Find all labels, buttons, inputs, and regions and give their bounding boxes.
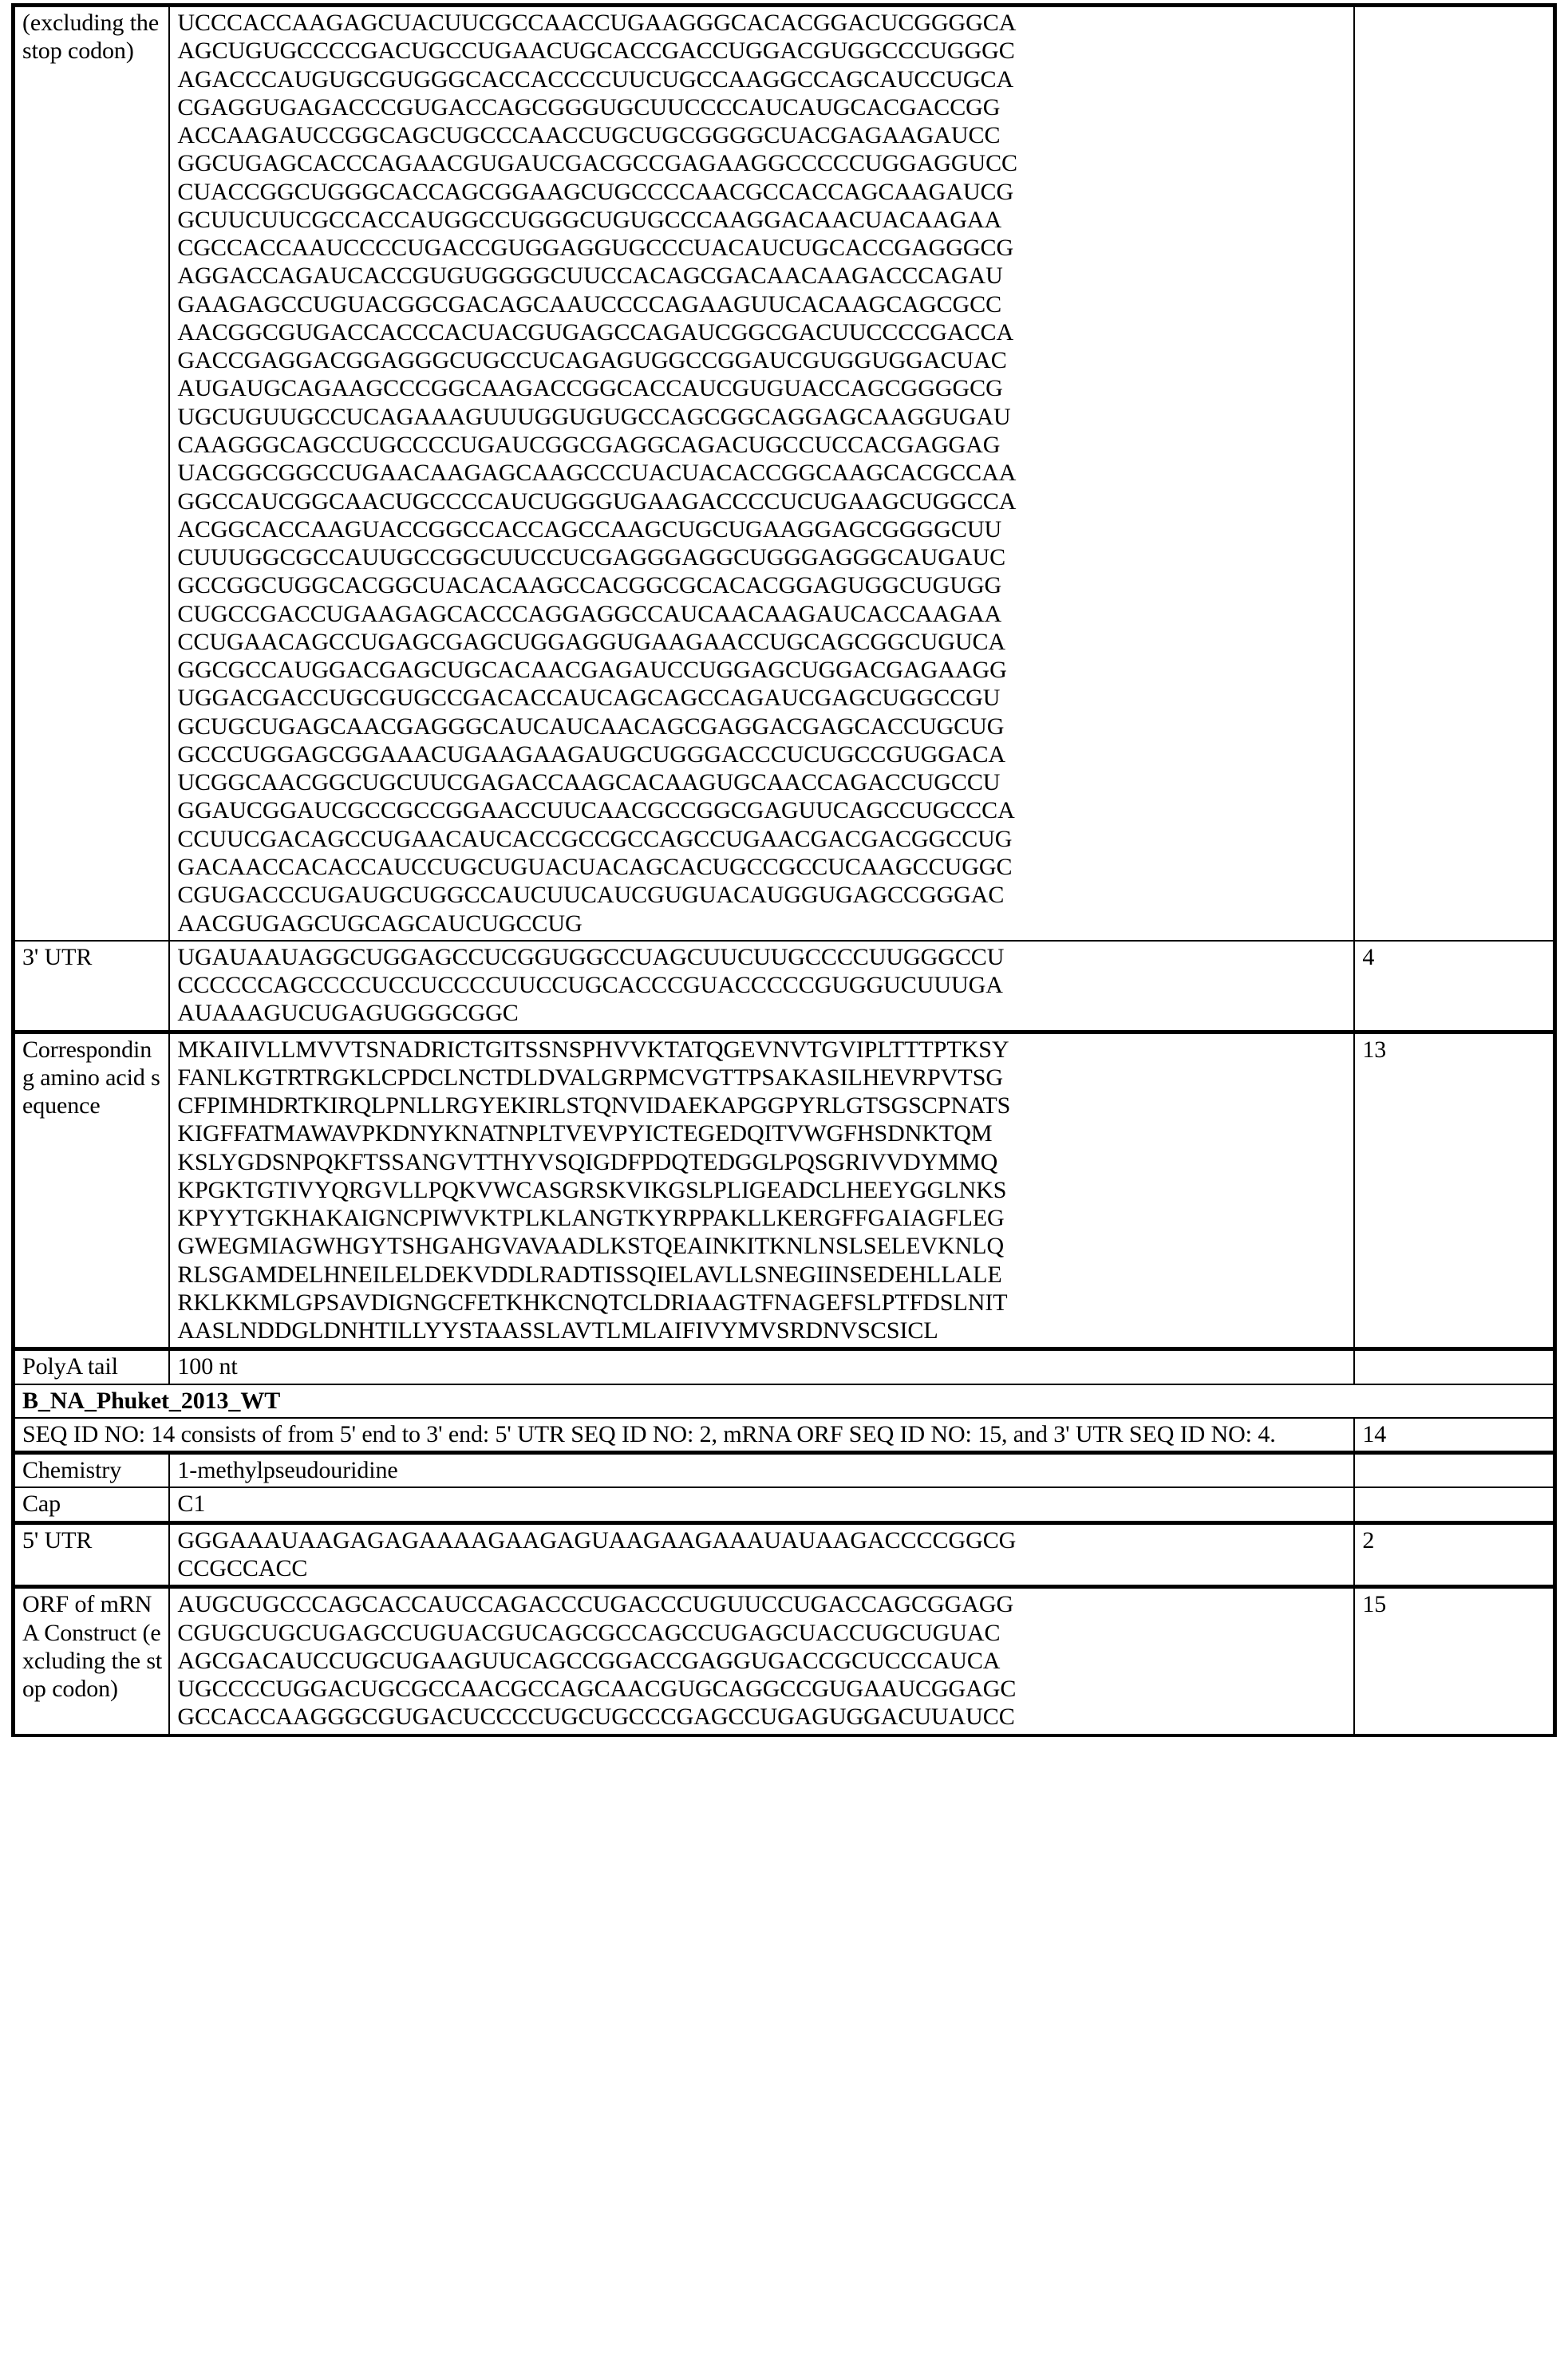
sequence-line: GGCUGAGCACCCAGAACGUGAUCGACGCCGAGAAGGCCCCCUGGAGGUCC xyxy=(177,150,1018,177)
row-label-polya: PolyA tail xyxy=(14,1349,170,1384)
row-seqno-orf-construct: 15 xyxy=(1354,1587,1554,1735)
row-label-utr5: 5' UTR xyxy=(14,1522,170,1587)
sequence-line: GACAACCACACCAUCCUGCUGUACUACAGCACUGCCGCCUCAAGCCUGGC xyxy=(177,853,1013,880)
sequence-line: FANLKGTRTRGKLCPDCLNCTDLDVALGRPMCVGTTPSAKASILHEVRPVTSG xyxy=(177,1064,1003,1091)
sequence-line: C1 xyxy=(177,1490,206,1518)
row-sequence-amino-acid xyxy=(169,1032,1354,1349)
row-seqno-seqid14-summary: 14 xyxy=(1354,1418,1554,1453)
sequence-line: AACGGCGUGACCACCCACUACGUGAGCCAGAUCGGCGACUUCCCCGACCA xyxy=(177,318,1014,345)
sequence-line: AUGCUGCCCAGCACCAUCCAGACCCUGACCCUGUUCCUGACCAGCGGAGG xyxy=(177,1591,1014,1618)
sequence-line: GACCGAGGACGGAGGGCUGCCUCAGAGUGGCCGGAUCGUGGUGGACUAC xyxy=(177,347,1007,374)
sequence-line: AGCGACAUCCUGCUGAAGUUCAGCCGGACCGAGGUGACCGCUCCCAUCA xyxy=(177,1647,1001,1674)
row-sequence-orf-construct xyxy=(169,1587,1354,1735)
sequence-line: ACGGCACCAAGUACCGGCCACCAGCCAAGCUGCUGAAGGAGCGGGGCUU xyxy=(177,515,1002,543)
row-seqno-amino-acid: 13 xyxy=(1354,1032,1554,1349)
row-seqno-polya xyxy=(1354,1349,1554,1384)
sequence-line: GAAGAGCCUGUACGGCGACAGCAAUCCCCAGAAGUUCACAAGCAGCGCC xyxy=(177,290,1002,318)
sequence-line: GCCACCAAGGGCGUGACUCCCCUGCUGCCCGAGCCUGAGUGGACUUAUCC xyxy=(177,1704,1015,1731)
sequence-line: AUAAAGUCUGAGUGGGCGGC xyxy=(177,1000,519,1027)
sequence-line: GCUUCUUCGCCACCAUGGCCUGGGCUGUGCCCAAGGACAACUACAAGAA xyxy=(177,206,1002,233)
table-row xyxy=(14,1453,1555,1488)
sequence-line: UACGGCGGCCUGAACAAGAGCAAGCCCUACUACACCGGCAAGCACGCCAA xyxy=(177,460,1017,487)
sequence-line: GCUGCUGAGCAACGAGGGCAUCAUCAACAGCGAGGACGAGCACCUGCUG xyxy=(177,713,1005,740)
sequence-line: KSLYGDSNPQKFTSSANGVTTHYVSQIGDFPDQTEDGGLPQSGRIVVDYMMQ xyxy=(177,1148,998,1175)
sequence-line: UCGGCAACGGCUGCUUCGAGACCAAGCACAAGUGCAACCAGACCUGCCU xyxy=(177,769,1001,796)
sequence-line: CCUGAACAGCCUGAGCGAGCUGGAGGUGAAGAACCUGCAGCGGCUGUCA xyxy=(177,628,1006,655)
sequence-line: CGAGGUGAGACCCGUGACCAGCGGGUGCUUCCCCAUCAUGCACGACCGG xyxy=(177,93,1001,120)
sequence-line: CGUGCUGCUGAGCCUGUACGUCAGCGCCAGCCUGAGCUACCUGCUGUAC xyxy=(177,1619,1001,1646)
sequence-table-body xyxy=(14,6,1555,1735)
sequence-line: CUACCGGCUGGGCACCAGCGGAAGCUGCCCCAACGCCACCAGCAAGAUCG xyxy=(177,178,1014,205)
table-row xyxy=(14,1349,1555,1384)
row-label-cap: Cap xyxy=(14,1487,170,1522)
sequence-line: CUGCCGACCUGAAGAGCACCCAGGAGGCCAUCAACAAGAUCACCAAGAA xyxy=(177,600,1002,627)
row-text-seqid14-summary: SEQ ID NO: 14 consists of from 5' end to 3' end: 5' UTR SEQ ID NO: 2, mRNA ORF SEQ ID NO: 15, and 3' UTR SEQ ID NO: 4. xyxy=(14,1418,1355,1453)
row-value-cap xyxy=(169,1487,1354,1522)
sequence-line: CCGCCACC xyxy=(177,1555,308,1581)
row-seqno-orf-continued xyxy=(1354,6,1554,941)
sequence-line: UGAUAAUAGGCUGGAGCCUCGGUGGCCUAGCUUCUUGCCCCUUGGGCCU xyxy=(177,943,1005,970)
sequence-line: AGCUGUGCCCCGACUGCCUGAACUGCACCGACCUGGACGUGGCCCUGGGC xyxy=(177,38,1015,65)
table-row xyxy=(14,1587,1555,1735)
sequence-line: KIGFFATMAWAVPKDNYKNATNPLTVEVPYICTEGEDQITVWGFHSDNKTQM xyxy=(177,1120,993,1147)
sequence-line: CGUGACCCUGAUGCUGGCCAUCUUCAUCGUGUACAUGGUGAGCCGGGAC xyxy=(177,882,1005,909)
row-label-utr3: 3' UTR xyxy=(14,941,170,1032)
sequence-line: AACGUGAGCUGCAGCAUCUGCCUG xyxy=(177,910,583,937)
sequence-line: RLSGAMDELHNEILELDEKVDDLRADTISSQIELAVLLSNEGIINSEDEHLLALE xyxy=(177,1261,1002,1288)
table-row xyxy=(14,1487,1555,1522)
sequence-line: AGGACCAGAUCACCGUGUGGGGCUUCCACAGCGACAACAAGACCCAGAU xyxy=(177,263,1003,290)
row-sequence-orf-continued xyxy=(169,6,1354,941)
sequence-line: 100 nt xyxy=(177,1353,238,1380)
row-seqno-utr5: 2 xyxy=(1354,1522,1554,1587)
sequence-line: CFPIMHDRTKIRQLPNLLRGYEKIRLSTQNVIDAEKAPGGPYRLGTSGSCPNATS xyxy=(177,1092,1011,1119)
table-row xyxy=(14,1032,1555,1349)
sequence-line: CAAGGGCAGCCUGCCCCUGAUCGGCGAGGCAGACUGCCUCCACGAGGAG xyxy=(177,431,1001,458)
row-value-chemistry xyxy=(169,1453,1354,1488)
row-label-orf-continued: (excluding the stop codon) xyxy=(14,6,170,941)
sequence-line: CCCCCCAGCCCCUCCUCCCCUUCCUGCACCCGUACCCCCGUGGUCUUUGA xyxy=(177,972,1003,999)
sequence-line: AUGAUGCAGAAGCCCGGCAAGACCGGCACCAUCGUGUACCAGCGGGGCG xyxy=(177,375,1003,402)
sequence-line: GCCCUGGAGCGGAAACUGAAGAAGAUGCUGGGACCCUCUGCCGUGGACA xyxy=(177,740,1006,768)
table-row xyxy=(14,1418,1555,1453)
sequence-line: GGCGCCAUGGACGAGCUGCACAACGAGAUCCUGGAGCUGGACGAGAAGG xyxy=(177,657,1007,684)
sequence-line: GCCGGCUGGCACGGCUACACAAGCCACGGCGCACACGGAGUGGCUGUGG xyxy=(177,572,1002,599)
table-row-group-header xyxy=(14,1384,1555,1418)
sequence-line: CGCCACCAAUCCCCUGACCGUGGAGGUGCCCUACAUCUGCACCGAGGGCG xyxy=(177,235,1014,262)
group-header-title: B_NA_Phuket_2013_WT xyxy=(14,1384,1555,1418)
sequence-line: KPYYTGKHAKAIGNCPIWVKTPLKLANGTKYRPPAKLLKERGFFGAIAGFLEG xyxy=(177,1205,1005,1232)
sequence-line: UGCUGUUGCCUCAGAAAGUUUGGUGUGCCAGCGGCAGGAGCAAGGUGAU xyxy=(177,403,1011,430)
row-sequence-utr5 xyxy=(169,1522,1354,1587)
row-label-orf-construct: ORF of mRNA Construct (excluding the stop codon) xyxy=(14,1587,170,1735)
sequence-line: UCCCACCAAGAGCUACUUCGCCAACCUGAAGGGCACACGGACUCGGGGCA xyxy=(177,10,1017,36)
sequence-line: ACCAAGAUCCGGCAGCUGCCCAACCUGCUGCGGGGCUACGAGAAGAUCC xyxy=(177,122,1001,149)
sequence-line: UGGACGACCUGCGUGCCGACACCAUCAGCAGCCAGAUCGAGCUGGCCGU xyxy=(177,685,1001,712)
sequence-line: CCUUCGACAGCCUGAACAUCACCGCCGCCAGCCUGAACGACGACGGCCUG xyxy=(177,825,1013,852)
table-row xyxy=(14,1522,1555,1587)
row-label-chemistry: Chemistry xyxy=(14,1453,170,1488)
sequence-line: UGCCCCUGGACUGCGCCAACGCCAGCAACGUGCAGGCCGUGAAUCGGAGC xyxy=(177,1676,1017,1703)
sequence-line: GGCCAUCGGCAACUGCCCCAUCUGGGUGAAGACCCCUCUGAAGCUGGCCA xyxy=(177,488,1017,515)
sequence-line: KPGKTGTIVYQRGVLLPQKVWCASGRSKVIKGSLPLIGEADCLHEEYGGLNKS xyxy=(177,1176,1007,1203)
sequence-line: GGAUCGGAUCGCCGCCGGAACCUUCAACGCCGGCGAGUUCAGCCUGCCCA xyxy=(177,797,1015,824)
row-sequence-utr3 xyxy=(169,941,1354,1032)
sequence-table xyxy=(11,3,1557,1737)
sequence-line: GWEGMIAGWHGYTSHGAHGVAVAADLKSTQEAINKITKNLNSLSELEVKNLQ xyxy=(177,1233,1005,1260)
sequence-line: CUUUGGCGCCAUUGCCGGCUUCCUCGAGGGAGGCUGGGAGGGCAUGAUC xyxy=(177,544,1006,571)
sequence-line: RKLKKMLGPSAVDIGNGCFETKHKCNQTCLDRIAAGTFNAGEFSLPTFDSLNIT xyxy=(177,1289,1008,1316)
row-label-amino-acid: Corresponding amino acid sequence xyxy=(14,1032,170,1349)
row-seqno-utr3: 4 xyxy=(1354,941,1554,1032)
row-seqno-cap xyxy=(1354,1487,1554,1522)
row-seqno-chemistry xyxy=(1354,1453,1554,1488)
table-row xyxy=(14,941,1555,1032)
sequence-line: MKAIIVLLMVVTSNADRICTGITSSNSPHVVKTATQGEVNVTGVIPLTTTPTKSY xyxy=(177,1036,1009,1063)
sequence-line: 1-methylpseudouridine xyxy=(177,1457,398,1484)
table-row xyxy=(14,6,1555,941)
sequence-line: GGGAAAUAAGAGAGAAAAGAAGAGUAAGAAGAAAUAUAAGACCCCGGCG xyxy=(177,1526,1017,1554)
sequence-line: AASLNDDGLDNHTILLYYSTAASSLAVTLMLAIFIVYMVSRDNVSCSICL xyxy=(177,1317,938,1344)
row-value-polya xyxy=(169,1349,1354,1384)
sequence-line: AGACCCAUGUGCGUGGGCACCACCCCUUCUGCCAAGGCCAGCAUCCUGCA xyxy=(177,65,1014,93)
